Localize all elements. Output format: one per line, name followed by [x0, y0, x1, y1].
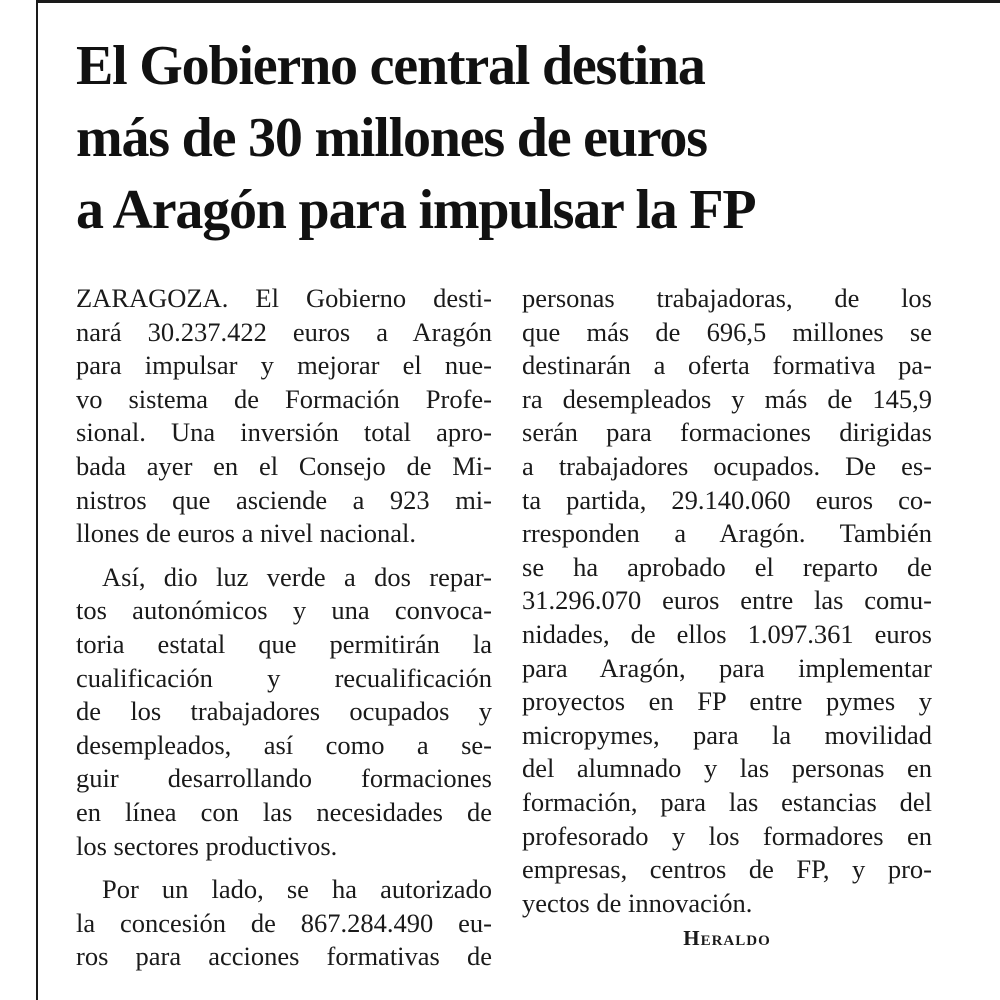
body-line: la concesión de 867.284.490 eu- — [76, 907, 492, 938]
body-line: personas trabajadoras, de los — [522, 283, 932, 313]
left-border-rule — [36, 0, 38, 1000]
body-line: empresas, centros de FP, y pro- — [522, 854, 932, 885]
body-line: de los trabajadores ocupados y — [76, 696, 492, 727]
body-line: Así, dio luz verde a dos repar- — [102, 561, 492, 592]
body-line: desempleados, así como a se- — [76, 729, 492, 760]
body-line: se ha aprobado el reparto de — [522, 551, 932, 582]
paragraph-gap — [76, 863, 492, 873]
body-line: tos autonómicos y una convoca- — [76, 595, 492, 626]
paragraph-gap — [76, 551, 492, 561]
top-border-rule — [36, 0, 1000, 3]
headline — [76, 30, 976, 246]
body-line: para impulsar y mejorar el nue- — [76, 350, 492, 381]
body-line: a trabajadores ocupados. De es- — [522, 450, 932, 481]
body-line: cualificación y recualificación — [76, 662, 492, 693]
body-line: micropymes, para la movilidad — [522, 719, 932, 750]
body-line: profesorado y los formadores en — [522, 820, 932, 851]
body-line: ros para acciones formativas de — [76, 941, 492, 972]
body-line: para Aragón, para implementar — [522, 652, 932, 683]
body-line: sional. Una inversión total apro- — [76, 417, 492, 448]
body-line: llones de euros a nivel nacional. — [76, 518, 416, 549]
body-line: formación, para las estancias del — [522, 786, 932, 817]
body-line: rresponden a Aragón. También — [522, 518, 932, 549]
body-line: nará 30.237.422 euros a Aragón — [76, 316, 492, 347]
body-line: Por un lado, se ha autorizado — [102, 874, 492, 905]
body-line: del alumnado y las personas en — [522, 753, 932, 784]
headline-line: más de 30 millones de euros — [76, 107, 707, 169]
body-line: nidades, de ellos 1.097.361 euros — [522, 618, 932, 649]
body-line: que más de 696,5 millones se — [522, 316, 932, 347]
article-column-right — [522, 282, 932, 920]
byline: Heraldo — [683, 926, 771, 950]
body-line: yectos de innovación. — [522, 887, 753, 918]
headline-line: a Aragón para impulsar la FP — [76, 179, 756, 241]
body-line: vo sistema de Formación Profe- — [76, 383, 492, 414]
body-line: bada ayer en el Consejo de Mi- — [76, 450, 492, 481]
body-line: serán para formaciones dirigidas — [522, 417, 932, 448]
headline-line: El Gobierno central destina — [76, 35, 705, 97]
body-line: ta partida, 29.140.060 euros co- — [522, 484, 932, 515]
body-line: ra desempleados y más de 145,9 — [522, 383, 932, 414]
body-line: proyectos en FP entre pymes y — [522, 686, 932, 717]
body-line: 31.296.070 euros entre las comu- — [522, 585, 932, 616]
body-line: nistros que asciende a 923 mi- — [76, 484, 492, 515]
article-column-left — [76, 282, 492, 974]
body-line: los sectores productivos. — [76, 830, 338, 861]
body-line: ZARAGOZA. El Gobierno desti- — [76, 283, 492, 313]
body-line: en línea con las necesidades de — [76, 796, 492, 827]
body-line: destinarán a oferta formativa pa- — [522, 350, 932, 381]
body-line: toria estatal que permitirán la — [76, 628, 492, 659]
body-line: guir desarrollando formaciones — [76, 763, 492, 794]
